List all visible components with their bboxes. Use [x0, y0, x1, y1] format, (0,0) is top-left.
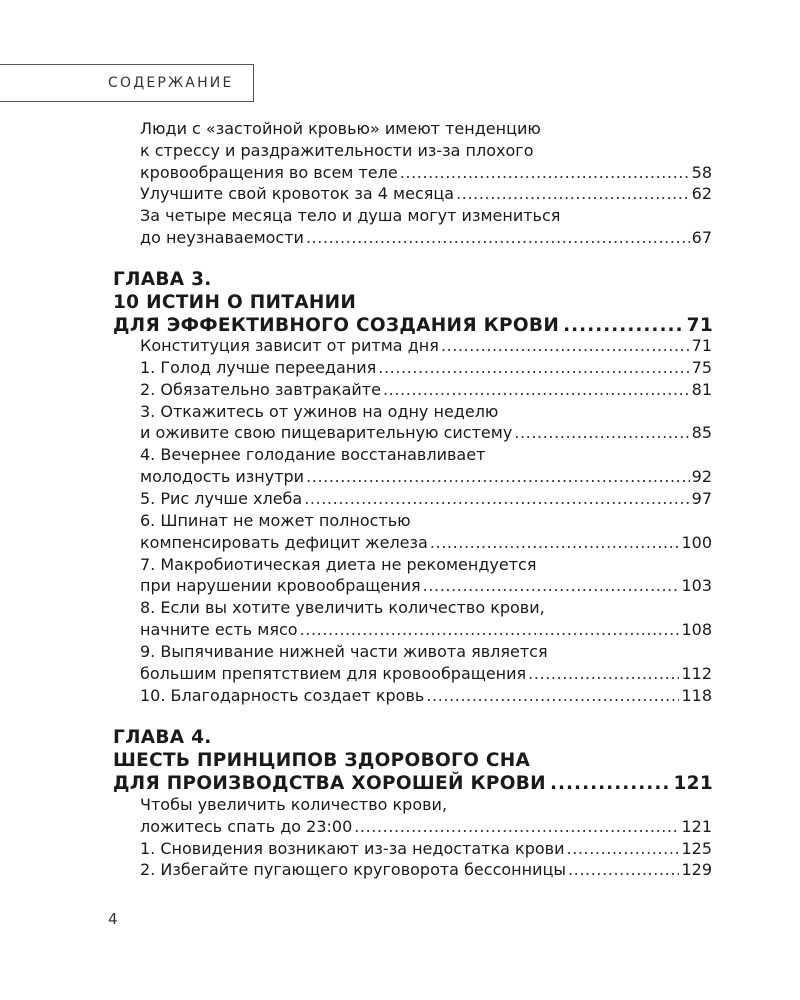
toc-entry-title: и оживите свою пищеварительную систему [140, 423, 513, 443]
chapter-title-text: ДЛЯ ЭФФЕКТИВНОГО СОЗДАНИЯ КРОВИ [113, 315, 560, 336]
toc-entry [140, 532, 712, 554]
toc-entry-title: 2. Обязательно завтракайте [140, 379, 381, 399]
toc-entry [140, 466, 712, 488]
toc-entry [140, 444, 712, 466]
page-number: 4 [108, 910, 118, 928]
toc-entry-page: 125 [681, 838, 712, 858]
toc-entry [140, 422, 712, 444]
dot-leader [566, 838, 679, 860]
toc-entry-title: Конституция зависит от ритма дня [140, 336, 439, 355]
toc-entry-page: 108 [681, 620, 712, 640]
toc-entry-title: Чтобы увеличить количество крови, [140, 795, 448, 814]
toc-entry-page: 121 [681, 816, 712, 836]
toc-entry-page: 100 [681, 532, 712, 552]
dot-leader [528, 663, 679, 685]
toc-entry-page: 81 [691, 379, 712, 399]
toc-entry [140, 838, 712, 860]
toc-entry-page: 67 [691, 228, 712, 247]
toc-entry [140, 554, 712, 576]
running-header: СОДЕРЖАНИЕ [108, 75, 234, 91]
chapter-title: 10 ИСТИН О ПИТАНИИ [113, 292, 357, 313]
toc-entry-title: За четыре месяца тело и душа могут измениться [140, 206, 561, 226]
toc-entry-page: 71 [691, 336, 712, 355]
toc-entry-title: 10. Благодарность создает кровь [140, 685, 425, 705]
toc-entry-title: 4. Вечернее голодание восстанавливает [140, 445, 486, 465]
toc-entry-page: 112 [681, 663, 712, 683]
toc-entry-title: ложитесь спать до 23:00 [140, 816, 353, 836]
dot-leader [304, 488, 689, 510]
toc-entry [140, 510, 712, 532]
dot-leader [514, 422, 689, 444]
toc-entry-title: 1. Голод лучше переедания [140, 357, 377, 377]
toc-entry-title: 1. Сновидения возникают из-за недостатка крови [140, 838, 565, 858]
chapter-title-final-line [113, 772, 713, 795]
toc-entry-title: кровообращения во всем теле [140, 162, 398, 182]
toc-entry [140, 379, 712, 401]
dot-leader [456, 183, 690, 205]
chapter-title: ГЛАВА 3. [113, 269, 212, 290]
toc-entry [140, 335, 712, 357]
chapter-page: 121 [673, 773, 713, 794]
dot-leader [563, 314, 683, 337]
chapter-title-final-line [113, 314, 713, 337]
chapter-title: ШЕСТЬ ПРИНЦИПОВ ЗДОРОВОГО СНА [113, 750, 531, 771]
dot-leader [423, 575, 680, 597]
dot-leader [378, 357, 689, 379]
toc-entry [140, 118, 712, 140]
toc-entry-title: 9. Выпячивание нижней части живота является [140, 641, 548, 661]
toc-entry [140, 575, 712, 597]
toc-entry-title: 6. Шпинат не может полностью [140, 510, 411, 530]
toc-entry-title: 5. Рис лучше хлеба [140, 488, 303, 508]
toc-entry-page: 97 [691, 488, 712, 508]
dot-leader [400, 162, 690, 184]
toc-entry [140, 205, 712, 227]
dot-leader [354, 816, 679, 838]
toc-entry-title: к стрессу и раздражительности из-за плохого [140, 140, 534, 160]
toc-entry-title: Улучшите свой кровоток за 4 месяца [140, 184, 455, 204]
toc-entry [140, 488, 712, 510]
toc-entry-title: при нарушении кровообращения [140, 576, 421, 596]
chapter-title: ГЛАВА 4. [113, 727, 212, 748]
toc-entry [140, 597, 712, 619]
toc-entry-title: начните есть мясо [140, 620, 298, 640]
toc-entry-title: до неузнаваемости [140, 228, 304, 247]
toc-entry [140, 859, 712, 881]
toc-entry [140, 641, 712, 663]
toc-entry-page: 58 [691, 162, 712, 182]
chapter-title-text: ДЛЯ ПРОИЗВОДСТВА ХОРОШЕЙ КРОВИ [113, 773, 546, 794]
toc-entry-page: 92 [691, 467, 712, 487]
toc-entry-page: 118 [681, 685, 712, 705]
dot-leader [383, 379, 690, 401]
toc-entry [140, 685, 712, 707]
toc-entry-title: 3. Откажитесь от ужинов на одну неделю [140, 401, 499, 421]
toc-entry-title: большим препятствием для кровообращения [140, 663, 527, 683]
toc-entry [140, 227, 712, 249]
dot-leader [430, 532, 680, 554]
dot-leader [441, 335, 690, 357]
dot-leader [306, 466, 690, 488]
toc-entry [140, 619, 712, 641]
dot-leader [300, 619, 680, 641]
toc-entry-title: компенсировать дефицит железа [140, 532, 428, 552]
toc-entry-page: 85 [691, 423, 712, 443]
toc-entry [140, 183, 712, 205]
toc-entry-title: Люди с «застойной кровью» имеют тенденцию [140, 119, 541, 138]
toc-entry-page: 103 [681, 576, 712, 596]
toc-entry [140, 663, 712, 685]
toc-entry-page: 62 [691, 184, 712, 204]
toc-entry [140, 357, 712, 379]
dot-leader [306, 227, 690, 249]
toc-entry-title: 8. Если вы хотите увеличить количество крови, [140, 598, 545, 618]
toc-entry [140, 816, 712, 838]
chapter-page: 71 [686, 315, 713, 336]
toc-entry [140, 140, 712, 162]
toc-entry [140, 401, 712, 423]
toc-entry-title: 7. Макробиотическая диета не рекомендуется [140, 554, 537, 574]
toc-entry-title: 2. Избегайте пугающего круговорота бессонницы [140, 860, 566, 880]
toc-entry [140, 162, 712, 184]
toc-entry [140, 794, 712, 816]
toc-entry-title: молодость изнутри [140, 467, 305, 487]
dot-leader [568, 859, 679, 881]
dot-leader [426, 685, 679, 707]
toc-entry-page: 129 [681, 860, 712, 880]
toc-entry-page: 75 [691, 357, 712, 377]
dot-leader [550, 772, 670, 795]
